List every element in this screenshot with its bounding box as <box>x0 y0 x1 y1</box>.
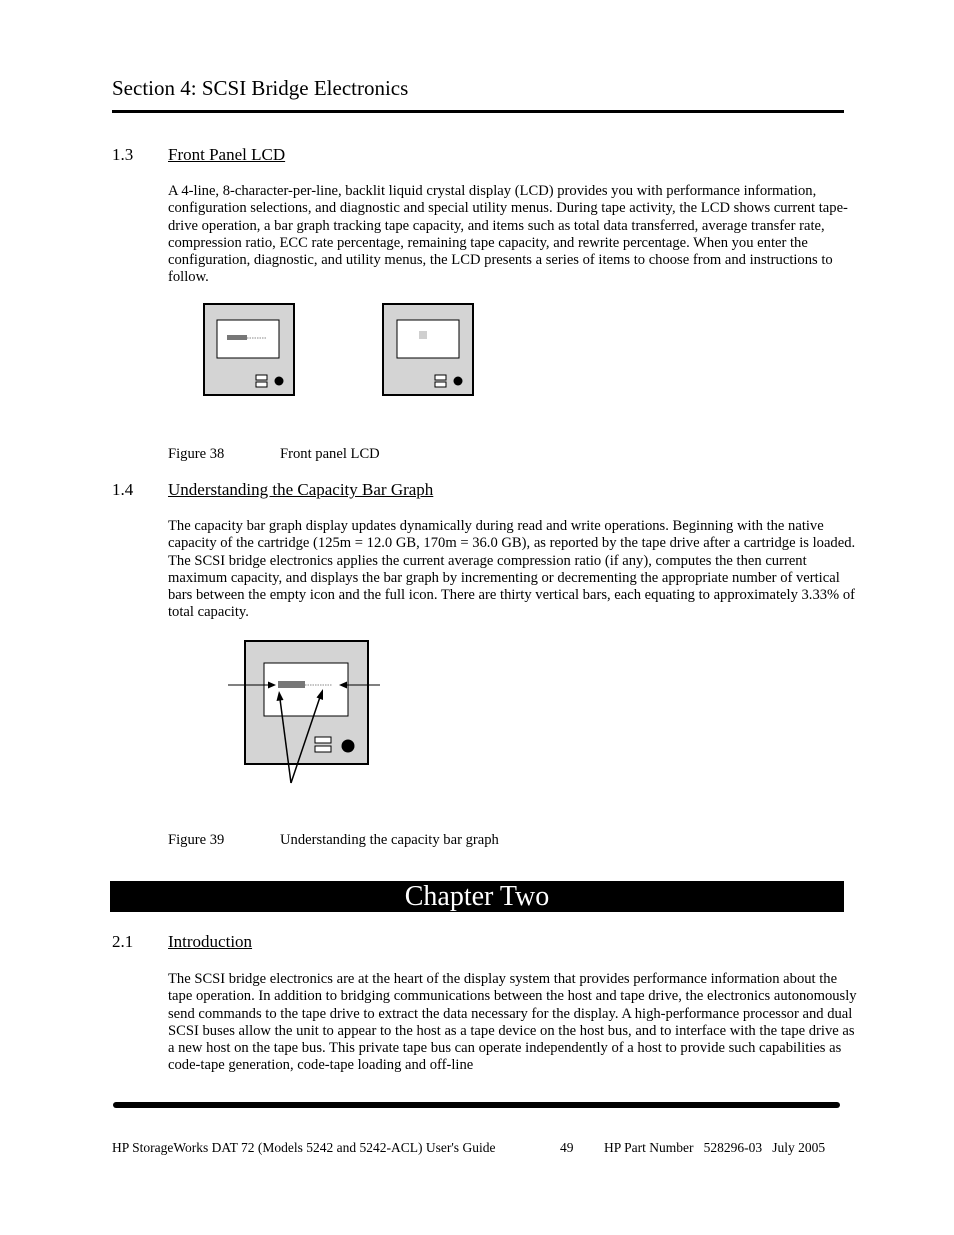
lcd-panel-right-figure <box>382 303 474 396</box>
panel-button-bottom <box>256 382 267 387</box>
figure-caption-text: Understanding the capacity bar graph <box>280 832 499 848</box>
panel-button-top <box>315 737 331 743</box>
footer-page-number: 49 <box>560 1140 574 1155</box>
chapter-title-bar: Chapter Two <box>110 881 844 912</box>
figure-39-caption <box>168 832 499 849</box>
figure-38-caption <box>168 446 380 463</box>
paragraph-front-panel-lcd: A 4-line, 8-character-per-line, backlit liquid crystal display (LCD) provides you with performance information, configuration selections, and diagnostic and special utility menus. During tape activity, the LCD shows current tape-drive operation, a bar graph tracking tape capacity, and items such as total data transferred, average transfer rate, compression ratio, ECC rate percentage, remaining tape capacity, and rewrite percentage. When you enter the configuration, diagnostic, and utility menus, the LCD presents a series of items to choose from and instructions to follow. <box>168 183 848 286</box>
panel-knob-icon <box>275 377 284 386</box>
paragraph-introduction: The SCSI bridge electronics are at the heart of the display system that provides performance information about the tape operation. In addition to bridging communications between the host and tape drive, the electronics autonomously send commands to the tape drive to extract the data necessary for the display. A high-performance processor and dual SCSI buses allow the unit to appear to the host as a tape device on the host bus, and to interface with the tape drive as a new host on the tape bus. This private tape bus can operate independently of a host to provide such capabilities as code-tape generation, code-tape loading and off-line <box>168 971 857 1074</box>
panel-button-top <box>256 375 267 380</box>
heading-introduction <box>112 932 252 952</box>
lcd-cursor-icon <box>419 331 427 339</box>
figure-label: Figure 39 <box>168 832 225 848</box>
panel-knob-icon <box>454 377 463 386</box>
panel-button-bottom <box>435 382 446 387</box>
footer-part-number: HP Part Number 528296-03 July 2005 <box>604 1140 826 1155</box>
heading-text: Introduction <box>168 932 253 951</box>
figure-caption-text: Front panel LCD <box>280 446 380 462</box>
panel-button-top <box>435 375 446 380</box>
paragraph-capacity-bar-graph: The capacity bar graph display updates dynamically during read and write operations. Beginning with the native capacity of the cartridge (125m = 12.0 GB, 170m = 36.0 GB), as reported by the tape drive after a cartridge is loaded. The SCSI bridge electronics applies the current average compression ratio (if any), computes the then current maximum capacity, and displays the bar graph by incrementing or decrementing the appropriate number of vertical bars between the empty icon and the full icon. There are thirty vertical bars, each equating to approximately 3.33% of total capacity. <box>168 518 856 621</box>
heading-number: 1.3 <box>112 145 134 164</box>
section-title: Section 4: SCSI Bridge Electronics <box>112 76 409 100</box>
panel-button-bottom <box>315 746 331 752</box>
heading-number: 2.1 <box>112 932 134 951</box>
lcd-panel-left-figure <box>203 303 295 396</box>
footer-rule <box>113 1102 840 1108</box>
header-rule <box>112 110 844 113</box>
figure-label: Figure 38 <box>168 446 225 462</box>
heading-text: Understanding the Capacity Bar Graph <box>168 480 434 499</box>
heading-front-panel-lcd <box>112 145 285 165</box>
panel-knob-icon <box>342 740 355 753</box>
heading-text: Front Panel LCD <box>168 145 286 164</box>
footer-guide-title: HP StorageWorks DAT 72 (Models 5242 and 5242-ACL) User's Guide <box>112 1140 496 1155</box>
capacity-bar-graph-figure <box>226 639 386 789</box>
heading-number: 1.4 <box>112 480 134 499</box>
heading-capacity-bar-graph <box>112 480 433 500</box>
